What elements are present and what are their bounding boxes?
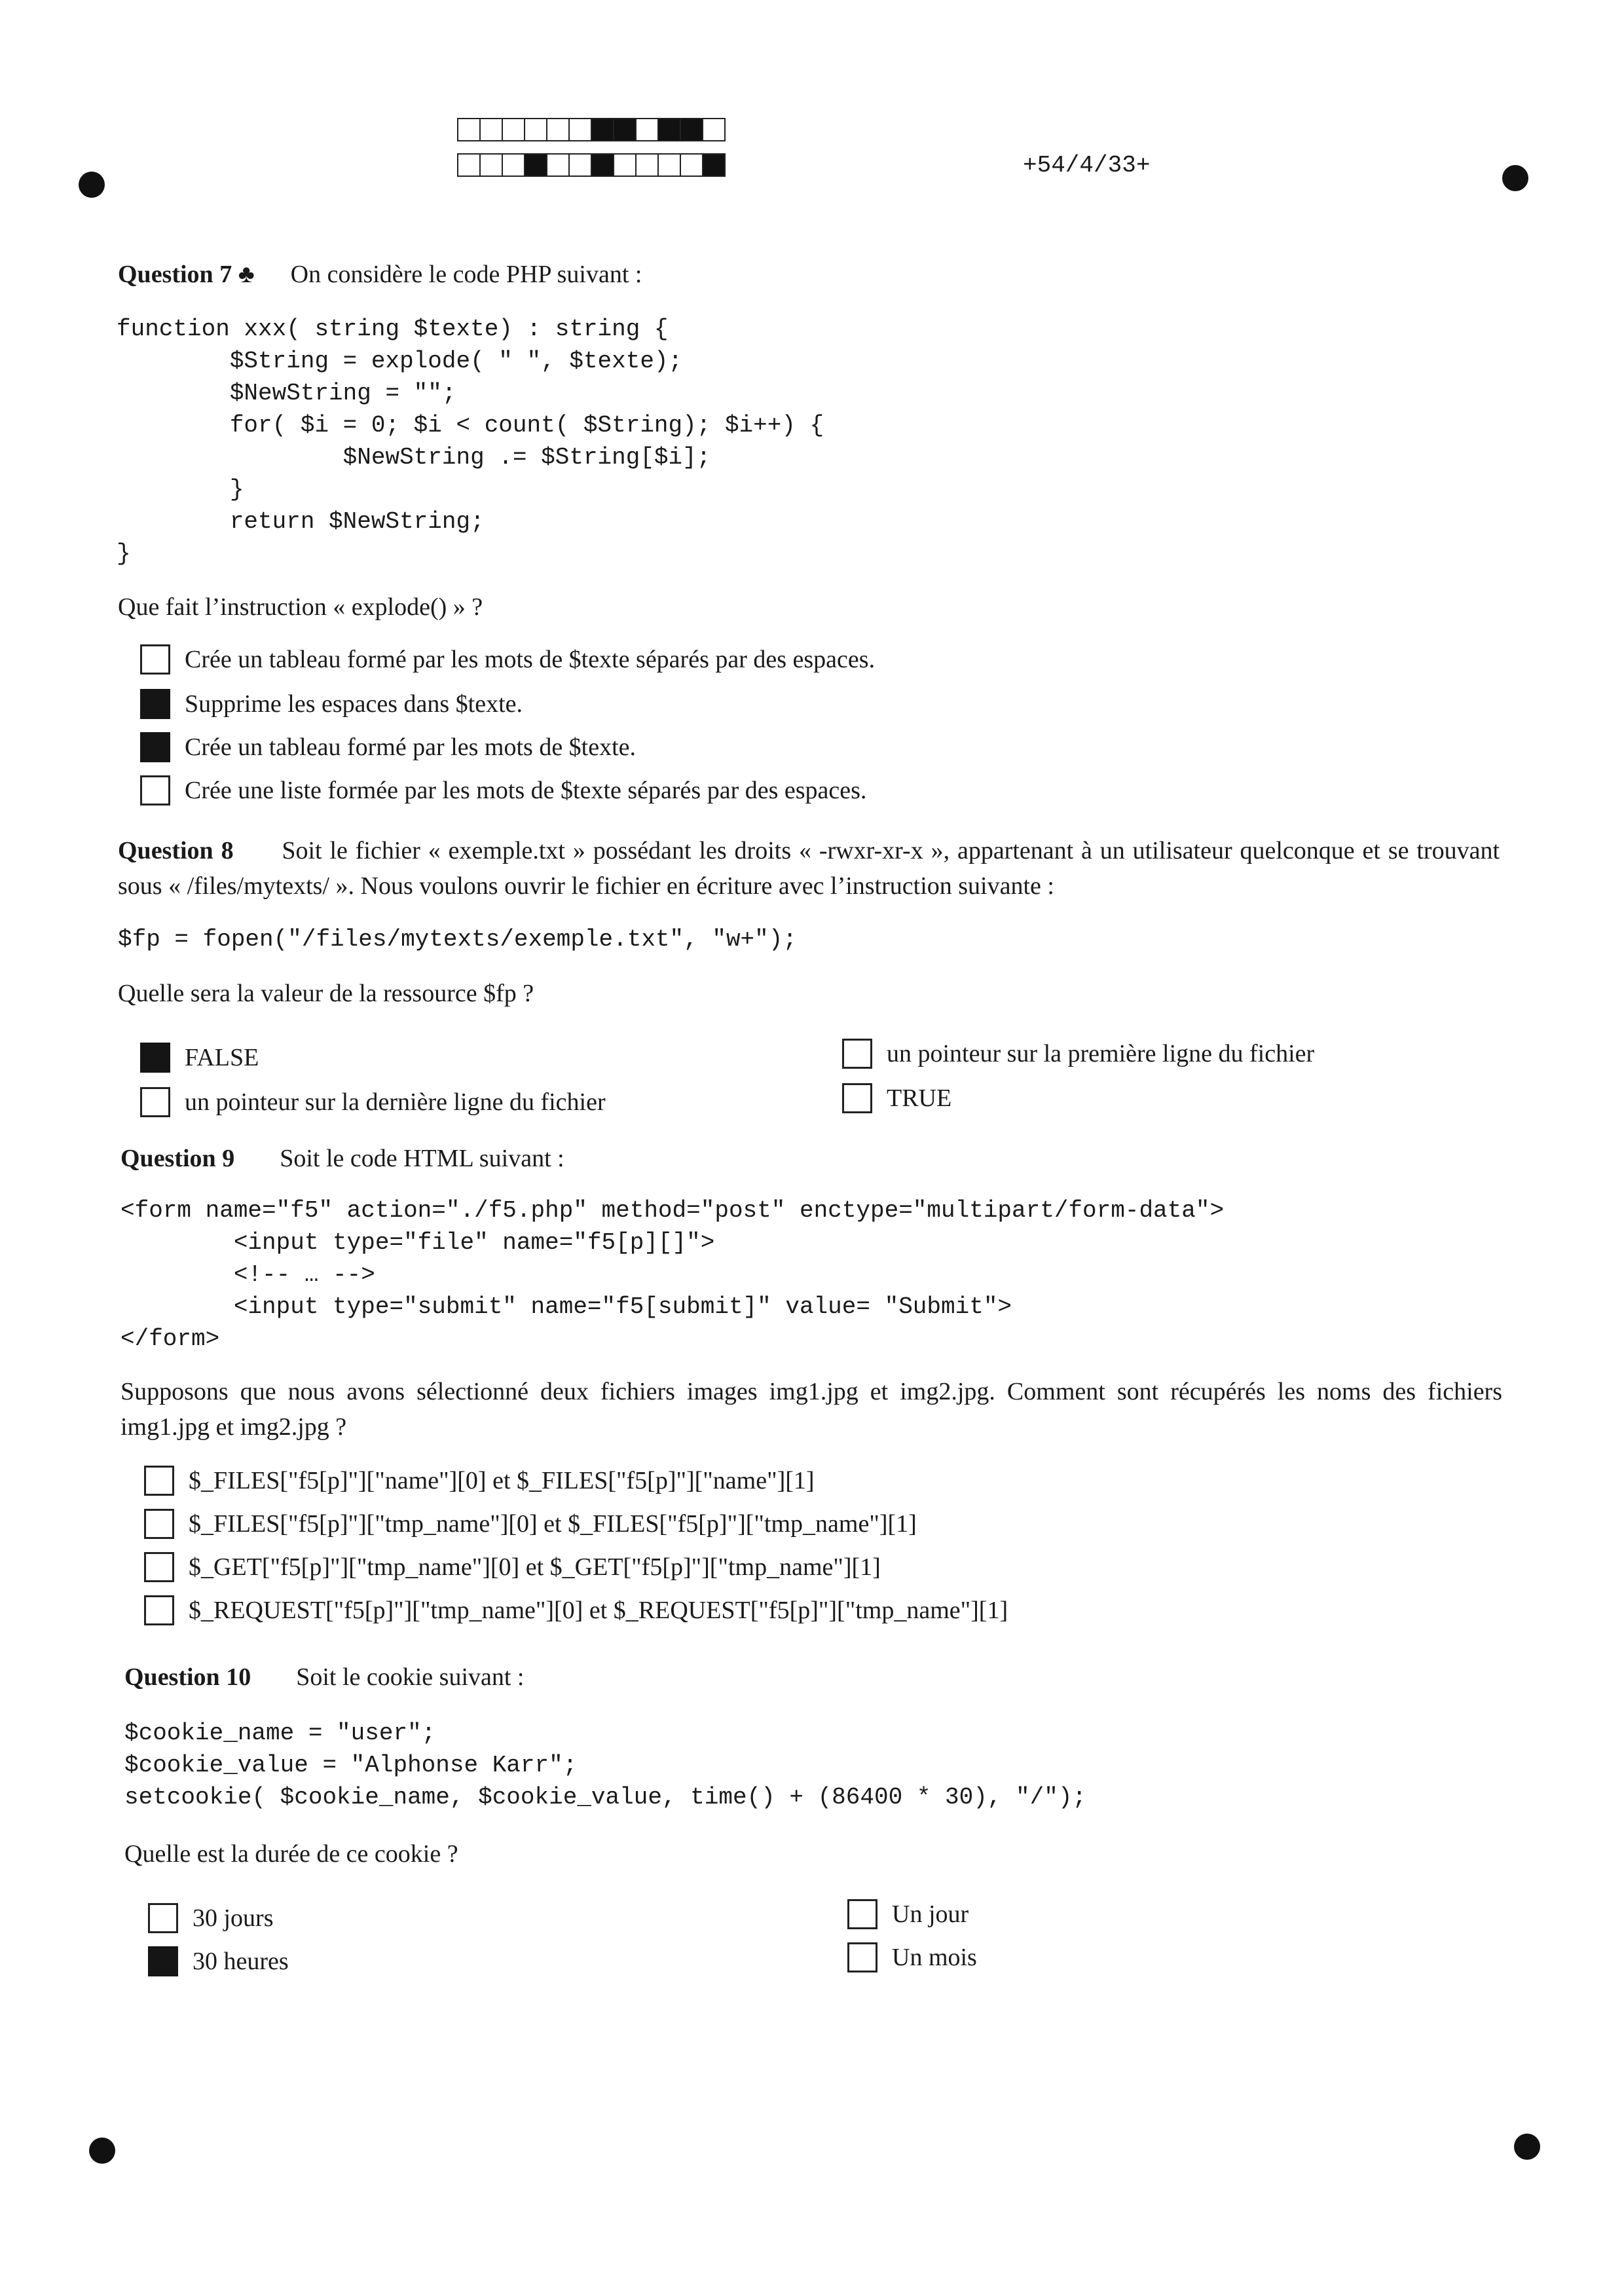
q7-option-1[interactable]: [140, 644, 875, 675]
question-8-intro: Soit le fichier « exemple.txt » possédant les droits « -rwxr-xr-x », appartenant à un utilisateur quelconque et se trouvant sous « /files/mytexts/ ». Nous voulons ouvrir le fichier en écriture avec l’instruction suivante :: [118, 837, 1500, 900]
q7-option-2[interactable]: [140, 689, 523, 719]
id-barcode-cell: [546, 118, 570, 141]
question-10-code: $cookie_name = "user"; $cookie_value = "Alphonse Karr"; setcookie( $cookie_name, $cookie_value, time() + (86400 * 30), "/");: [124, 1720, 1087, 1811]
id-barcode-row: [458, 118, 726, 141]
q9-option-1-label: $_FILES["f5[p]"]["name"][0] et $_FILES["f5[p]"]["name"][1]: [189, 1467, 815, 1494]
q9-option-1[interactable]: [144, 1466, 815, 1496]
q7-option-4-label: Crée une liste formée par les mots de $texte séparés par des espaces.: [185, 777, 867, 804]
id-barcode-cell: [702, 118, 726, 141]
question-7-prompt: Que fait l’instruction « explode() » ?: [118, 593, 483, 621]
q7-option-4-checkbox[interactable]: [140, 775, 170, 805]
question-7-heading: [118, 257, 642, 292]
id-barcode-row: [458, 153, 726, 177]
q9-option-1-checkbox[interactable]: [144, 1466, 174, 1496]
id-barcode-cell: [457, 153, 481, 177]
question-9-heading: [120, 1141, 564, 1176]
id-barcode-cell: [680, 153, 703, 177]
question-9-code: <form name="f5" action="./f5.php" method="post" enctype="multipart/form-data"> <input type="file" name="f5[p][]"> <!-- … --> <input type="submit" name="f5[submit]" value= "Submit"> </form>: [120, 1197, 1225, 1352]
id-barcode-cell: [591, 153, 614, 177]
id-barcode-cell: [657, 118, 681, 141]
q9-option-3-checkbox[interactable]: [144, 1552, 174, 1582]
q10-option-un-mois-label: Un mois: [892, 1944, 977, 1971]
id-barcode-cell: [613, 153, 637, 177]
q8-option-first-line[interactable]: [842, 1039, 1314, 1069]
q8-option-true[interactable]: [842, 1083, 951, 1113]
id-barcode-cell: [502, 153, 525, 177]
q8-option-false[interactable]: [140, 1043, 259, 1073]
page-code: +54/4/33+: [1023, 152, 1151, 179]
q10-option-un-jour[interactable]: [847, 1899, 969, 1929]
id-barcode-cell: [657, 153, 681, 177]
q8-option-first-line-label: un pointeur sur la première ligne du fichier: [887, 1040, 1315, 1067]
q10-option-30-heures-checkbox[interactable]: [148, 1946, 178, 1976]
q8-option-false-checkbox[interactable]: [140, 1043, 170, 1073]
q9-option-2-label: $_FILES["f5[p]"]["tmp_name"][0] et $_FILES["f5[p]"]["tmp_name"][1]: [189, 1510, 917, 1538]
q7-option-1-checkbox[interactable]: [140, 644, 170, 675]
id-barcode-cell: [546, 153, 570, 177]
question-8-label: Question 8: [118, 837, 234, 864]
q8-option-true-checkbox[interactable]: [842, 1083, 872, 1113]
id-barcode-cell: [479, 118, 503, 141]
question-10-label: Question 10: [124, 1663, 251, 1691]
q9-option-4-label: $_REQUEST["f5[p]"]["tmp_name"][0] et $_REQUEST["f5[p]"]["tmp_name"][1]: [189, 1597, 1008, 1624]
q9-option-3[interactable]: [144, 1552, 881, 1582]
question-9-prompt: Supposons que nous avons sélectionné deux fichiers images img1.jpg et img2.jpg. Comment sont récupérés les noms des fichiers img1.jpg et img2.jpg ?: [120, 1378, 1502, 1441]
id-barcode-cell: [591, 118, 614, 141]
question-10-prompt: Quelle est la durée de ce cookie ?: [124, 1840, 458, 1868]
id-barcode-cell: [613, 118, 637, 141]
q8-option-false-label: FALSE: [185, 1044, 259, 1071]
id-barcode-cell: [702, 153, 726, 177]
q7-option-1-label: Crée un tableau formé par les mots de $texte séparés par des espaces.: [185, 646, 876, 673]
id-barcode-cell: [635, 118, 659, 141]
q8-option-last-line-checkbox[interactable]: [140, 1087, 170, 1117]
id-barcode-cell: [568, 153, 592, 177]
registration-mark-top-left: [79, 172, 105, 198]
q10-option-un-jour-label: Un jour: [892, 1900, 969, 1928]
q7-option-3-checkbox[interactable]: [140, 732, 170, 762]
q9-option-2-checkbox[interactable]: [144, 1509, 174, 1539]
q10-option-un-mois-checkbox[interactable]: [847, 1942, 877, 1972]
id-barcode: [458, 118, 726, 177]
registration-mark-bottom-left: [89, 2138, 115, 2164]
q9-option-4[interactable]: [144, 1595, 1008, 1625]
q7-option-2-label: Supprime les espaces dans $texte.: [185, 690, 523, 718]
q7-option-4[interactable]: [140, 775, 866, 805]
id-barcode-cell: [680, 118, 703, 141]
q10-option-30-jours-label: 30 jours: [193, 1904, 274, 1932]
q8-option-last-line[interactable]: [140, 1087, 606, 1117]
id-barcode-cell: [635, 153, 659, 177]
q10-option-un-jour-checkbox[interactable]: [847, 1899, 877, 1929]
registration-mark-top-right: [1502, 165, 1528, 191]
q10-option-un-mois[interactable]: [847, 1942, 977, 1972]
id-barcode-cell: [457, 118, 481, 141]
q9-option-4-checkbox[interactable]: [144, 1595, 174, 1625]
q10-option-30-heures-label: 30 heures: [193, 1948, 289, 1975]
question-10-heading: [124, 1659, 525, 1695]
id-barcode-cell: [479, 153, 503, 177]
q8-option-last-line-label: un pointeur sur la dernière ligne du fichier: [185, 1088, 606, 1116]
registration-mark-bottom-right: [1514, 2134, 1540, 2160]
question-7-code: function xxx( string $texte) : string { $String = explode( " ", $texte); $NewString = ""; for( $i = 0; $i < count( $String); $i++) { $NewString .= $String[$i]; } return $NewString; }: [117, 316, 824, 567]
q9-option-3-label: $_GET["f5[p]"]["tmp_name"][0] et $_GET["f5[p]"]["tmp_name"][1]: [189, 1553, 881, 1581]
q9-option-2[interactable]: [144, 1509, 917, 1539]
q8-option-first-line-checkbox[interactable]: [842, 1039, 872, 1069]
question-8-code: $fp = fopen("/files/mytexts/exemple.txt", "w+");: [118, 926, 797, 953]
question-9-intro: Soit le code HTML suivant :: [280, 1145, 564, 1172]
id-barcode-cell: [568, 118, 592, 141]
q10-option-30-jours-checkbox[interactable]: [148, 1903, 178, 1933]
question-9-label: Question 9: [120, 1145, 235, 1172]
q7-option-2-checkbox[interactable]: [140, 689, 170, 719]
question-8-prompt: Quelle sera la valeur de la ressource $fp ?: [118, 980, 534, 1007]
question-10-intro: Soit le cookie suivant :: [296, 1663, 525, 1691]
question-8-heading: [118, 833, 1500, 904]
q7-option-3[interactable]: [140, 732, 636, 762]
id-barcode-cell: [524, 118, 547, 141]
id-barcode-cell: [502, 118, 525, 141]
q7-option-3-label: Crée un tableau formé par les mots de $texte.: [185, 733, 637, 761]
q10-option-30-heures[interactable]: [148, 1946, 289, 1976]
q10-option-30-jours[interactable]: [148, 1903, 274, 1933]
question-7-label: Question 7 ♣: [118, 261, 255, 288]
q8-option-true-label: TRUE: [887, 1084, 952, 1112]
question-7-intro: On considère le code PHP suivant :: [290, 261, 642, 288]
id-barcode-cell: [524, 153, 547, 177]
